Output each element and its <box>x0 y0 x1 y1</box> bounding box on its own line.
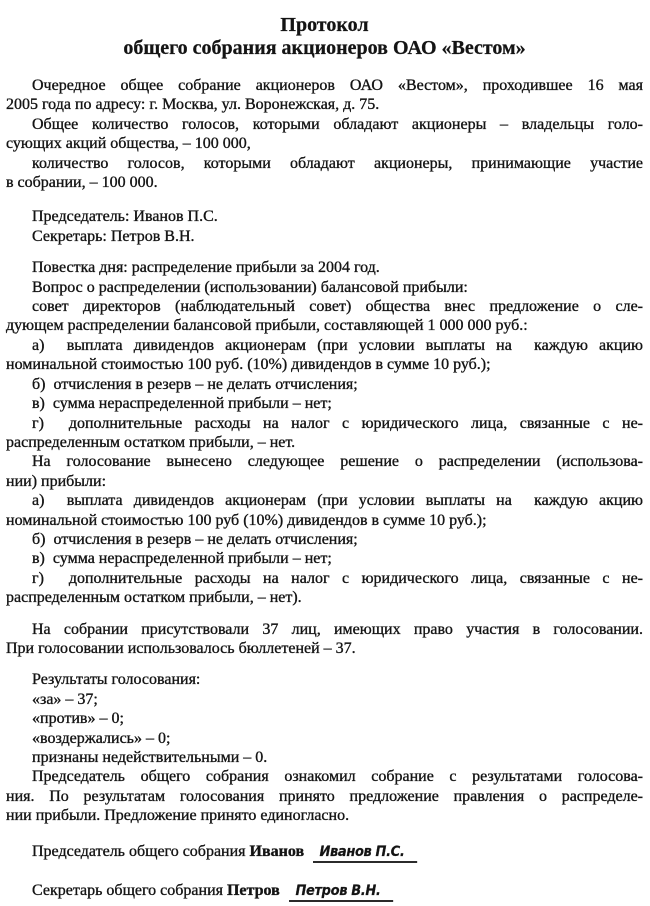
spacer <box>6 658 643 670</box>
paragraph-line: в собрании, – 100 000. <box>6 174 158 192</box>
paragraph-line: признаны недействительными – 0. <box>32 749 268 766</box>
paragraph <box>6 709 643 728</box>
paragraph-line: На голосование вынесено следующее решение о распределении (использова- <box>32 453 643 471</box>
paragraph-line: 2005 года по адресу: г. Москва, ул. Воронежская, д. 75. <box>6 96 380 114</box>
paragraph <box>6 115 643 154</box>
paragraph-line: б) отчисления в резерв – не делать отчисления; <box>32 375 358 393</box>
paragraph <box>6 297 643 336</box>
signature-line <box>6 842 643 863</box>
paragraph-line: количество голосов, которыми обладают акционеры, принимающие участие <box>32 154 643 172</box>
paragraph <box>6 258 643 277</box>
paragraph-line: На собрании присутствовали 37 лиц, имеющих право участия в голосовании. <box>32 620 643 638</box>
paragraph-line: дующем распределении балансовой прибыли, составляющей 1 000 000 руб.: <box>6 317 528 335</box>
paragraph-line: Повестка дня: распределение прибыли за 2004 год. <box>32 259 380 277</box>
spacer <box>6 192 643 207</box>
paragraph-line: совет директоров (наблюдательный совет) общества внес предложение о сле- <box>32 298 643 316</box>
paragraph-line: сующих акций общества, – 100 000, <box>6 135 251 153</box>
spacer <box>6 608 643 620</box>
paragraph <box>6 767 643 825</box>
document-title-line1: Протокол <box>280 14 369 36</box>
paragraph <box>6 414 643 453</box>
paragraph-line: г) дополнительные расходы на налог с юридического лица, связанные с не- <box>32 414 643 432</box>
paragraph <box>6 227 643 246</box>
paragraph-line: б) отчисления в резерв – не делать отчисления; <box>32 530 358 548</box>
paragraph-line: Результаты голосования: <box>32 671 201 689</box>
paragraph <box>6 278 643 297</box>
paragraph-line: «воздержались» – 0; <box>32 729 171 747</box>
signature-label: Секретарь общего собрания <box>32 881 223 899</box>
paragraph <box>6 729 643 748</box>
document-title <box>6 14 643 60</box>
paragraph-line: Общее количество голосов, которыми обладают акционеры – владельцы голо- <box>32 115 643 133</box>
signature-label: Председатель общего собрания <box>32 842 246 860</box>
paragraph-line: При голосовании использовалось бюллетеней – 37. <box>6 639 356 657</box>
spacer <box>6 863 643 881</box>
paragraph-line: Председатель: Иванов П.С. <box>32 208 218 226</box>
paragraph-line: «за» – 37; <box>32 690 98 708</box>
paragraph-line: в) сумма нераспределенной прибыли – нет; <box>32 550 332 568</box>
paragraph <box>6 690 643 709</box>
spacer <box>6 246 643 258</box>
paragraph-line: Секретарь: Петров В.Н. <box>32 227 195 245</box>
document-body <box>6 76 643 902</box>
signature-line <box>6 881 643 902</box>
signature-autograph: Иванов П.С. <box>313 844 417 863</box>
paragraph-line: в) сумма нераспределенной прибыли – нет; <box>32 395 332 413</box>
paragraph <box>6 670 643 689</box>
paragraph <box>6 76 643 115</box>
signature-autograph: Петров В.Н. <box>289 883 393 902</box>
paragraph <box>6 569 643 608</box>
paragraph-line: Вопрос о распределении (использовании) балансовой прибыли: <box>32 278 468 296</box>
paragraph-line: ния. По результатам голосования принято предложение правления о распределе- <box>6 787 643 805</box>
paragraph <box>6 452 643 491</box>
signature-name: Петров <box>226 881 280 899</box>
paragraph-line: Председатель общего собрания ознакомил собрание с результатами голосова- <box>32 768 643 786</box>
paragraph <box>6 336 643 375</box>
paragraph <box>6 549 643 568</box>
paragraph-line: нии прибыли. Предложение принято единогласно. <box>6 807 350 825</box>
spacer <box>6 826 643 842</box>
paragraph <box>6 748 643 767</box>
paragraph-line: а) выплата дивидендов акционерам (при условии выплаты на каждую акцию <box>32 492 643 510</box>
paragraph-line: а) выплата дивидендов акционерам (при условии выплаты на каждую акцию <box>32 336 643 354</box>
paragraph <box>6 530 643 549</box>
paragraph-line: распределенным остатком прибыли, – нет. <box>6 433 296 451</box>
document-title-line2: общего собрания акционеров ОАО «Вестом» <box>123 37 526 59</box>
paragraph <box>6 620 643 659</box>
paragraph-line: номинальной стоимостью 100 руб (10%) дивидендов в сумме 10 руб.); <box>6 511 487 529</box>
paragraph-line: нии) прибыли: <box>6 472 107 490</box>
paragraph-line: «против» – 0; <box>32 710 124 728</box>
paragraph <box>6 154 643 193</box>
paragraph-line: Очередное общее собрание акционеров ОАО «Вестом», проходившее 16 мая <box>32 77 643 94</box>
paragraph-line: г) дополнительные расходы на налог с юридического лица, связанные с не- <box>32 569 643 587</box>
paragraph <box>6 394 643 413</box>
paragraph <box>6 491 643 530</box>
paragraph <box>6 207 643 226</box>
signature-name: Иванов <box>249 842 305 860</box>
paragraph <box>6 375 643 394</box>
paragraph-line: номинальной стоимостью 100 руб. (10%) дивидендов в сумме 10 руб.); <box>6 356 491 374</box>
paragraph-line: распределенным остатком прибыли, – нет). <box>6 589 302 607</box>
